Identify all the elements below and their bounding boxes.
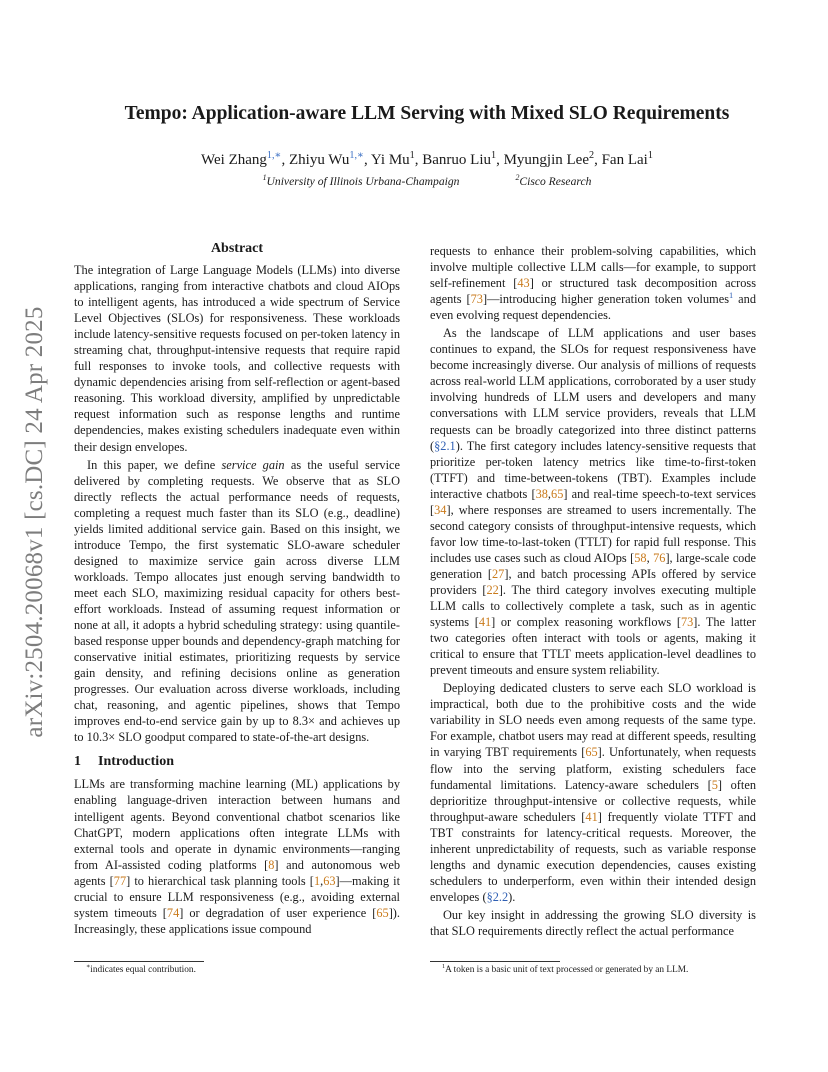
citation-link[interactable]: 27 (491, 566, 505, 581)
citation-link[interactable]: 74 (166, 905, 180, 920)
footnote-mark: ∗ (86, 962, 91, 970)
affil-mark: 1 (262, 173, 267, 183)
affiliation-cisco: Cisco Research (519, 175, 592, 188)
section-heading-introduction (74, 753, 400, 771)
citation-link[interactable]: 65 (585, 745, 598, 760)
citation-link[interactable]: 65 (551, 486, 564, 501)
section-crossref-link[interactable]: §2.1 (434, 438, 456, 453)
citation-link[interactable]: 63 (323, 873, 336, 888)
affiliation-uiuc: University of Illinois Urbana-Champaign (266, 175, 460, 188)
affiliations (60, 175, 794, 188)
footnote-mark: 1 (442, 962, 446, 970)
author-affil-mark: 1 (491, 150, 497, 161)
paper-title: Tempo: Application-aware LLM Serving with Mixed SLO Requirements (124, 103, 730, 124)
affil-mark: 2 (515, 173, 520, 183)
author-list: Wei Zhang$^{1,∗}$, Zhiyu $Wu^{1,∗}$, Yi Mu$^1$, Banruo Liu$^1$, Myungjin Lee$^2$, Fan Lai$^1$ (201, 150, 653, 168)
right-paragraph-1: requests to enhance their problem-solving capabilities, which involve multiple collective LLM calls—for example, to support self-refinement [43] or structured task decomposition across agents [73]—introducing higher generation token volumes$^1$ and even evolving request dependencies. (430, 244, 757, 323)
author-name: Fan Lai (601, 152, 648, 168)
right-column (430, 243, 756, 939)
right-paragraph-3: Deploying dedicated clusters to serve each SLO workload is impractical, both due to the prohibitive costs and the wide variability in SLO needs even among requests of the same type. For example, chatbot users may read at different speeds, resulting in varying TBT requirements [65]. Unfortunately, when requests flow into the serving platform, existing schedulers face fundamental limitations. Latency-aware schedulers [5] often deprioritize throughput-intensive or collective requests, while throughput-aware schedulers [41] frequently violate TTFT and TBT constraints for latency-critical requests. Moreover, the inherent unpredictability of requests, such as variable response lengths and dynamic execution dependencies, causes existing schedulers to underperform, even within their intended design envelopes (§2.2). (430, 681, 756, 904)
footnote-equal-contribution: ∗indicates equal contribution. (86, 962, 196, 975)
citation-link[interactable]: 5 (711, 777, 718, 792)
footnote-link[interactable]: 1 (729, 291, 734, 301)
author-affil-mark: 1,∗ (349, 150, 364, 161)
citation-link[interactable]: 73 (680, 615, 694, 630)
citation-link[interactable]: 43 (517, 276, 530, 291)
author-name: Zhiyu Wu (288, 152, 350, 168)
citation-link[interactable]: 77 (113, 873, 127, 888)
author-affil-mark: 1 (647, 150, 653, 161)
section-title: Introduction (98, 754, 174, 770)
footnote-token-definition: $^1$A token is a basic unit of text processed or generated by an LLM. (442, 962, 689, 975)
citation-link[interactable]: 41 (478, 615, 492, 630)
abstract-heading: Abstract (210, 241, 264, 256)
author-name: Wei Zhang (201, 152, 267, 168)
section-number: 1 (74, 754, 81, 770)
author-name: Myungjin Lee (503, 152, 589, 168)
abstract-paragraph-2: In this paper, we define service gain as the useful service delivered by completing requests. We observe that as SLO directly reflects the actual performance needs of requests, completing a request much faster than its SLO (e.g., deadline) yields limited additional service gain. Based on this insight, we introduce Tempo, the first systematic SLO-aware scheduler designed to maximize service gain across diverse LLM workloads. Tempo allocates just enough serving bandwidth to meet each SLO, maximizing residual capacity for others best-effort workloads. Instead of assuming request information or none at all, it adopts a hybrid scheduling strategy: using quantile-based response upper bounds and dependency-graph matching for conservative initial estimates, prioritizing requests by service gain density, and refining decisions online as generation progresses. Our evaluation across diverse workloads, including chat, reasoning, and agentic pipelines, shows that Tempo improves end-to-end service gain by up to 8.3× and achieves up to 10.3× SLO goodput compared to state-of-the-art designs. (74, 457, 400, 745)
citation-link[interactable]: 8 (268, 857, 275, 872)
author-affil-mark: 2 (589, 150, 595, 161)
citation-link[interactable]: 58 (634, 550, 647, 565)
intro-paragraph-1: LLMs are transforming machine learning (ML) applications by enabling language-driven interaction between humans and intelligent agents. Beyond conventional chatbot scenarios like ChatGPT, modern applications often integrate LLMs with external tools and operate in dynamic environments—ranging from AI-assisted coding platforms [8] and autonomous web agents [77] to hierarchical task planning tools [1,63]—making it crucial to ensure LLM responsiveness (e.g., avoiding external system timeouts [74] or degradation of user experience [65]). Increasingly, these applications issue compound (74, 777, 400, 936)
citation-link[interactable]: 73 (470, 292, 483, 307)
right-paragraph-2: As the landscape of LLM applications and user bases continues to expand, the SLOs for request responsiveness have become increasingly diverse. Our analysis of millions of requests across real-world LLM applications, corroborated by a user study involving hundreds of LLM users and developers and many conversations with LLM service providers, reveals that LLM requests can be broadly categorized into three distinct patterns (§2.1). The first category includes latency-sensitive requests that prioritize per-token latency metrics like time-to-first-token (TTFT) and time-between-tokens (TBT). Examples include interactive chatbots [38,65] and real-time speech-to-text services [34], where responses are streamed to users incrementally. The second category consists of throughput-intensive requests, which favor low time-to-last-token (TTLT) for rapid full response. This includes use cases such as cloud AIOps [58, 76], large-scale code generation [27], and batch processing APIs offered by service providers [22]. The third category involves executing multiple LLM calls to collectively complete a task, such as in agentic systems [41] or complex reasoning workflows [73]. The latter two categories often interact with tools or agents, making it critical to ensure that TTLT meets application-level deadlines to prevent timeouts and ensure system reliability. (430, 326, 756, 678)
term-service-gain: service gain (221, 457, 285, 472)
author-name: Yi Mu (370, 152, 410, 168)
citation-link[interactable]: 34 (434, 502, 447, 517)
citation-link[interactable]: 76 (653, 550, 666, 565)
citation-link[interactable]: 65 (376, 905, 389, 920)
citation-link[interactable]: 38 (535, 486, 548, 501)
author-name: Banruo Liu (422, 152, 491, 168)
footnote-rule-right (430, 961, 560, 962)
citation-link[interactable]: 41 (585, 809, 598, 824)
citation-link[interactable]: 1 (313, 873, 321, 888)
arxiv-identifier (20, 287, 50, 757)
author-affil-mark: 1,∗ (266, 150, 282, 161)
left-column (74, 240, 400, 937)
arxiv-identifier-text: arXiv:2504.20068v1 [cs.DC] 24 Apr 2025 (21, 306, 48, 738)
author-affil-mark: 1 (409, 150, 415, 161)
right-paragraph-4: Our key insight in addressing the growing SLO diversity is that SLO requirements directly reflect the actual performance (430, 907, 756, 938)
footnote-rule-left (74, 961, 204, 962)
citation-link[interactable]: 22 (486, 582, 499, 597)
section-crossref-link[interactable]: §2.2 (486, 889, 509, 904)
abstract-paragraph-1: The integration of Large Language Models (LLMs) into diverse applications, ranging from interactive chatbots and cloud AIOps to intelligent agents, has introduced a wide spectrum of Service Level Objectives (SLOs) for responsiveness. These workloads include latency-sensitive requests focused on per-token latency in streaming chat, throughput-intensive requests that require rapid full responses to invoke tools, and collective requests with dynamic dependencies arising from self-reflection or agent-based reasoning. This workload diversity, amplified by unpredictable request information such as response lengths and runtime dependencies, makes existing schedulers inadequate even within their design envelopes. (74, 263, 400, 454)
